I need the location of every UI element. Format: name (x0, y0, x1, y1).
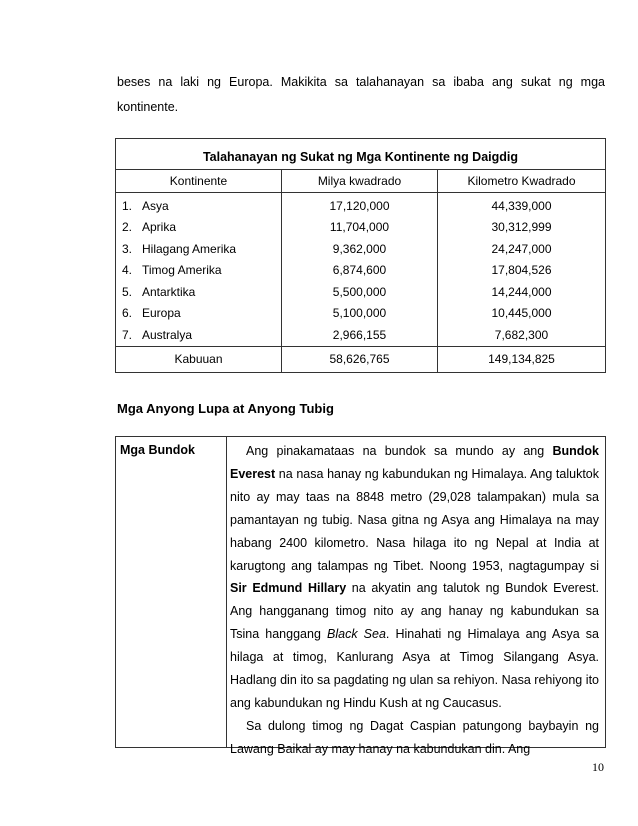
continent-name: Hilagang Amerika (142, 241, 237, 256)
paragraph-text: Ang pinakamataas na bundok sa mundo ay ang (246, 444, 553, 458)
square-miles-value: 5,100,000 (282, 303, 438, 325)
bold-term-edmund-hillary: Sir Edmund Hillary (230, 581, 347, 596)
square-miles-value: 17,120,000 (282, 193, 438, 217)
square-miles-value: 6,874,600 (282, 260, 438, 282)
paragraph-text: na akyatin ang talutok ng Bundok Everest. Ang hangganang timog nito ay ang hanay ng kabundukan sa Tsina hanggang (230, 581, 599, 642)
table-row (116, 324, 606, 346)
square-km-value: 30,312,999 (438, 217, 606, 239)
table-title-row (116, 139, 606, 170)
landform-table (115, 436, 606, 756)
row-number: 2. (122, 220, 133, 235)
total-square-miles: 58,626,765 (282, 346, 438, 372)
square-miles-value: 11,704,000 (282, 217, 438, 239)
continent-name: Antarktika (142, 284, 196, 299)
continent-name: Australya (142, 327, 193, 342)
square-km-value: 17,804,526 (438, 260, 606, 282)
landform-label: Mga Bundok (120, 443, 195, 457)
italic-term-black-sea: Black Sea (327, 627, 386, 642)
header-continent: Kontinente (116, 170, 282, 193)
row-number: 6. (122, 306, 133, 321)
landform-paragraph-1 (230, 440, 599, 715)
square-km-value: 44,339,000 (438, 193, 606, 217)
row-number: 7. (122, 327, 133, 342)
continent-name: Asya (142, 198, 169, 213)
table-row (116, 260, 606, 282)
square-miles-value: 5,500,000 (282, 281, 438, 303)
landform-label-cell (116, 437, 227, 747)
header-square-km: Kilometro Kwadrado (438, 170, 606, 193)
row-number: 3. (122, 241, 133, 256)
table-row (116, 217, 606, 239)
paragraph-text: . Hinahati ng Himalaya ang Asya sa hilaga at timog, Kanlurang Asya at Timog Silangang Asya. Hadlang din ito sa pagdating ng ulan sa rehiyon. Nasa rehiyong ito ang kabundukan ng Hindu Kush at ng Caucasus. (230, 627, 599, 710)
square-miles-value: 9,362,000 (282, 238, 438, 260)
paragraph-text: na nasa hanay ng kabundukan ng Himalaya. Ang taluktok nito ay may taas na 8848 metro (29,028 talampakan) mula sa pamantayan ng tubig. Nasa gitna ng Asya ang Himalaya na may habang 2400 kilometro. Nasa hilaga ito ng Nepal at India at karugtong ang talampas ng Tibet. Noong 1953, nagtagumpay si (230, 466, 599, 573)
page-number: 10 (592, 760, 604, 774)
square-km-value: 24,247,000 (438, 238, 606, 260)
header-square-miles: Milya kwadrado (282, 170, 438, 193)
square-km-value: 14,244,000 (438, 281, 606, 303)
bold-term-bundok-everest: Bundok Everest (230, 444, 599, 481)
section-heading: Mga Anyong Lupa at Anyong Tubig (117, 401, 334, 416)
total-label: Kabuuan (116, 346, 282, 372)
continent-size-table (115, 138, 606, 373)
square-km-value: 10,445,000 (438, 303, 606, 325)
table-row (116, 303, 606, 325)
table-row (116, 193, 606, 217)
total-square-km: 149,134,825 (438, 346, 606, 372)
row-number: 5. (122, 284, 133, 299)
landform-paragraph-2: Sa dulong timog ng Dagat Caspian patungong baybayin ng Lawang Baikal ay may hanay na kabundukan din. Ang (230, 718, 599, 756)
continent-name: Timog Amerika (142, 263, 222, 278)
continent-name: Aprika (142, 220, 177, 235)
table-title: Talahanayan ng Sukat ng Mga Kontinente ng Daigdig (116, 139, 606, 170)
intro-paragraph: beses na laki ng Europa. Makikita sa talahanayan sa ibaba ang sukat ng mga kontinente. (117, 75, 605, 114)
table-header-row (116, 170, 606, 193)
row-number: 4. (122, 263, 133, 278)
table-row (116, 281, 606, 303)
row-number: 1. (122, 198, 133, 213)
square-miles-value: 2,966,155 (282, 324, 438, 346)
landform-description-cell (230, 440, 599, 761)
table-row (116, 238, 606, 260)
table-total-row (116, 346, 606, 372)
continent-name: Europa (142, 306, 181, 321)
square-km-value: 7,682,300 (438, 324, 606, 346)
